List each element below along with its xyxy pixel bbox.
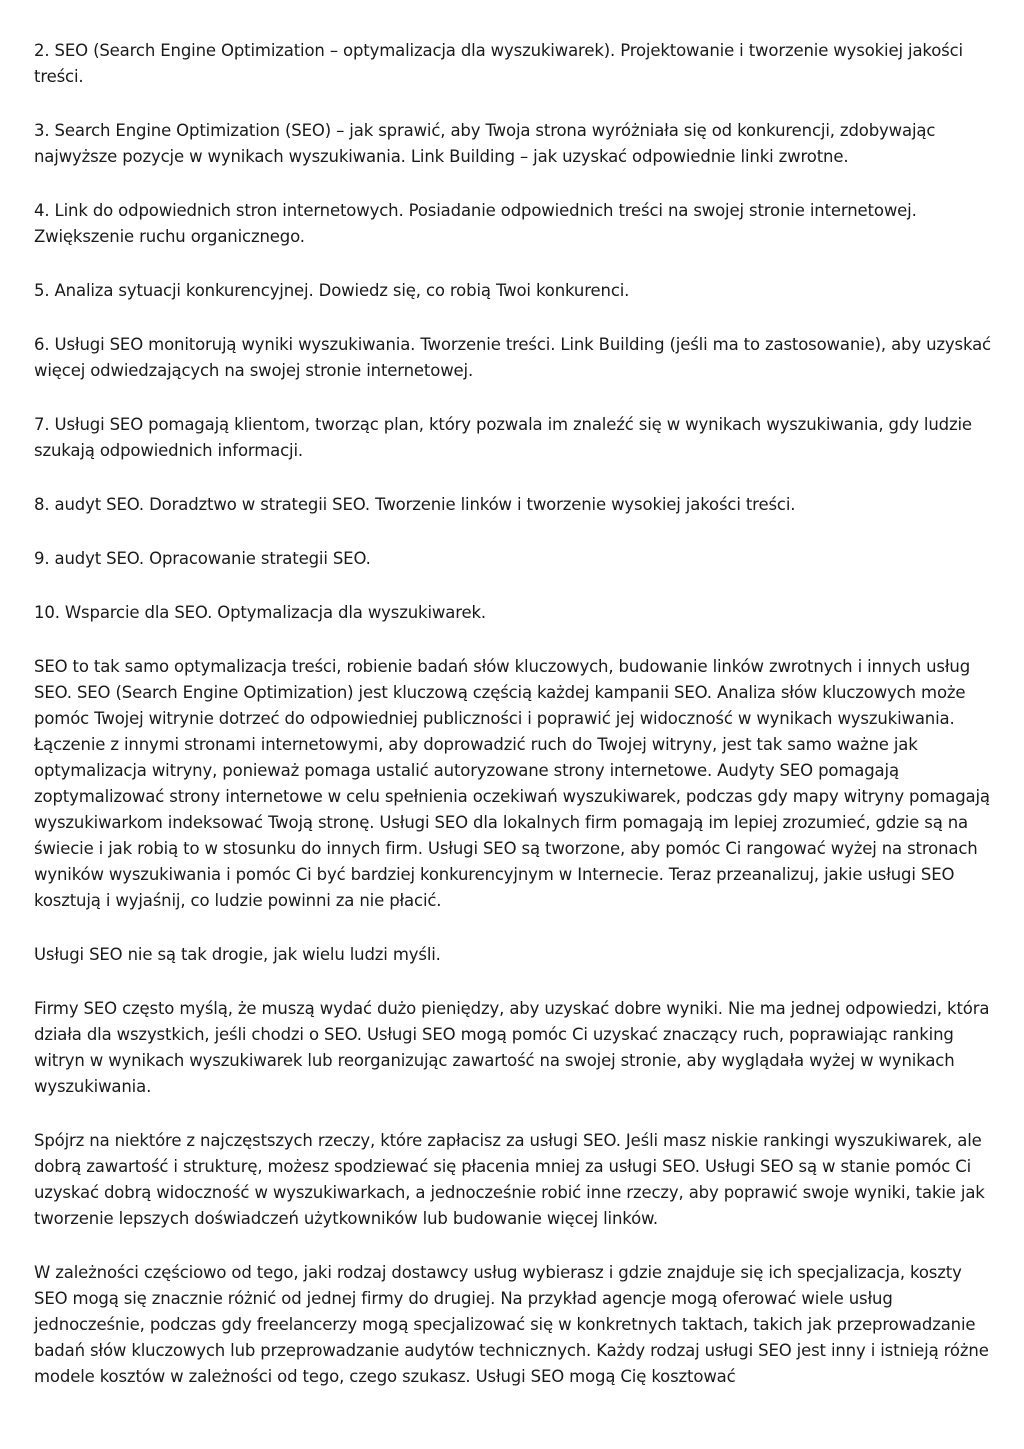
paragraph-seo-overview: SEO to tak samo optymalizacja treści, robienie badań słów kluczowych, budowanie linków zwrotnych i innych usług SEO. SEO (Search Engine Optimization) jest kluczową częścią każdej kampanii SEO. Analiza słów kluczowych może pomóc Twojej witrynie dotrzeć do odpowiedniej publiczności i poprawić jej widoczność w wynikach wyszukiwania. Łączenie z innymi stronami internetowymi, aby doprowadzić ruch do Twojej witryny, jest tak samo ważne jak optymalizacja witryny, ponieważ pomaga ustalić autoryzowane strony internetowe. Audyty SEO pomagają zoptymalizować strony internetowe w celu spełnienia oczekiwań wyszukiwarek, podczas gdy mapy witryny pomagają wyszukiwarkom indeksować Twoją stronę. Usługi SEO dla lokalnych firm pomagają im lepiej zrozumieć, gdzie są na świecie i jak robią to w stosunku do innych firm. Usługi SEO są tworzone, aby pomóc Ci rangować wyżej na stronach wyników wyszukiwania i pomóc Ci być bardziej konkurencyjnym w Internecie. Teraz przeanalizuj, jakie usługi SEO kosztują i wyjaśnij, co ludzie powinni za nie płacić. [34, 657, 990, 910]
paragraph-seo-costs-vary: W zależności częściowo od tego, jaki rodzaj dostawcy usług wybierasz i gdzie znajduje się ich specjalizacja, koszty SEO mogą się znacznie różnić od jednej firmy do drugiej. Na przykład agencje mogą oferować wiele usług jednocześnie, podczas gdy freelancerzy mogą specjalizować się w konkretnych taktach, takich jak przeprowadzanie badań słów kluczowych lub przeprowadzanie audytów technicznych. Każdy rodzaj usługi SEO jest inny i istnieją różne modele kosztów w zależności od tego, czego szukasz. Usługi SEO mogą Cię kosztować [34, 1263, 989, 1386]
paragraph-item-5: 5. Analiza sytuacji konkurencyjnej. Dowiedz się, co robią Twoi konkurenci. [34, 281, 630, 300]
paragraph-item-10: 10. Wsparcie dla SEO. Optymalizacja dla wyszukiwarek. [34, 603, 486, 622]
paragraph-seo-firms: Firmy SEO często myślą, że muszą wydać dużo pieniędzy, aby uzyskać dobre wyniki. Nie ma jednej odpowiedzi, która działa dla wszystkich, jeśli chodzi o SEO. Usługi SEO mogą pomóc Ci uzyskać znaczący ruch, poprawiając ranking witryn w wynikach wyszukiwarek lub reorganizując zawartość na swojej stronie, aby wyglądała wyżej w wynikach wyszukiwania. [34, 999, 990, 1096]
paragraph-seo-cost-claim: Usługi SEO nie są tak drogie, jak wielu ludzi myśli. [34, 945, 441, 964]
paragraph-seo-payments: Spójrz na niektóre z najczęstszych rzeczy, które zapłacisz za usługi SEO. Jeśli masz niskie rankingi wyszukiwarek, ale dobrą zawartość i strukturę, możesz spodziewać się płacenia mniej za usługi SEO. Usługi SEO są w stanie pomóc Ci uzyskać dobrą widoczność w wyszukiwarkach, a jednocześnie robić inne rzeczy, aby poprawić swoje wyniki, takie jak tworzenie lepszych doświadczeń użytkowników lub budowanie więcej linków. [34, 1131, 985, 1228]
paragraph-item-4: 4. Link do odpowiednich stron internetowych. Posiadanie odpowiednich treści na swojej stronie internetowej. Zwiększenie ruchu organicznego. [34, 201, 917, 246]
paragraph-item-8: 8. audyt SEO. Doradztwo w strategii SEO. Tworzenie linków i tworzenie wysokiej jakości treści. [34, 495, 796, 514]
paragraph-item-2: 2. SEO (Search Engine Optimization – optymalizacja dla wyszukiwarek). Projektowanie i tworzenie wysokiej jakości treści. [34, 41, 963, 86]
paragraph-item-7: 7. Usługi SEO pomagają klientom, tworząc plan, który pozwala im znaleźć się w wynikach wyszukiwania, gdy ludzie szukają odpowiednich informacji. [34, 415, 972, 460]
document-page [34, 38, 994, 1418]
paragraph-item-6: 6. Usługi SEO monitorują wyniki wyszukiwania. Tworzenie treści. Link Building (jeśli ma to zastosowanie), aby uzyskać więcej odwiedzających na swojej stronie internetowej. [34, 335, 991, 380]
paragraph-item-3: 3. Search Engine Optimization (SEO) – jak sprawić, aby Twoja strona wyróżniała się od konkurencji, zdobywając najwyższe pozycje w wynikach wyszukiwania. Link Building – jak uzyskać odpowiednie linki zwrotne. [34, 121, 936, 166]
paragraph-item-9: 9. audyt SEO. Opracowanie strategii SEO. [34, 549, 371, 568]
